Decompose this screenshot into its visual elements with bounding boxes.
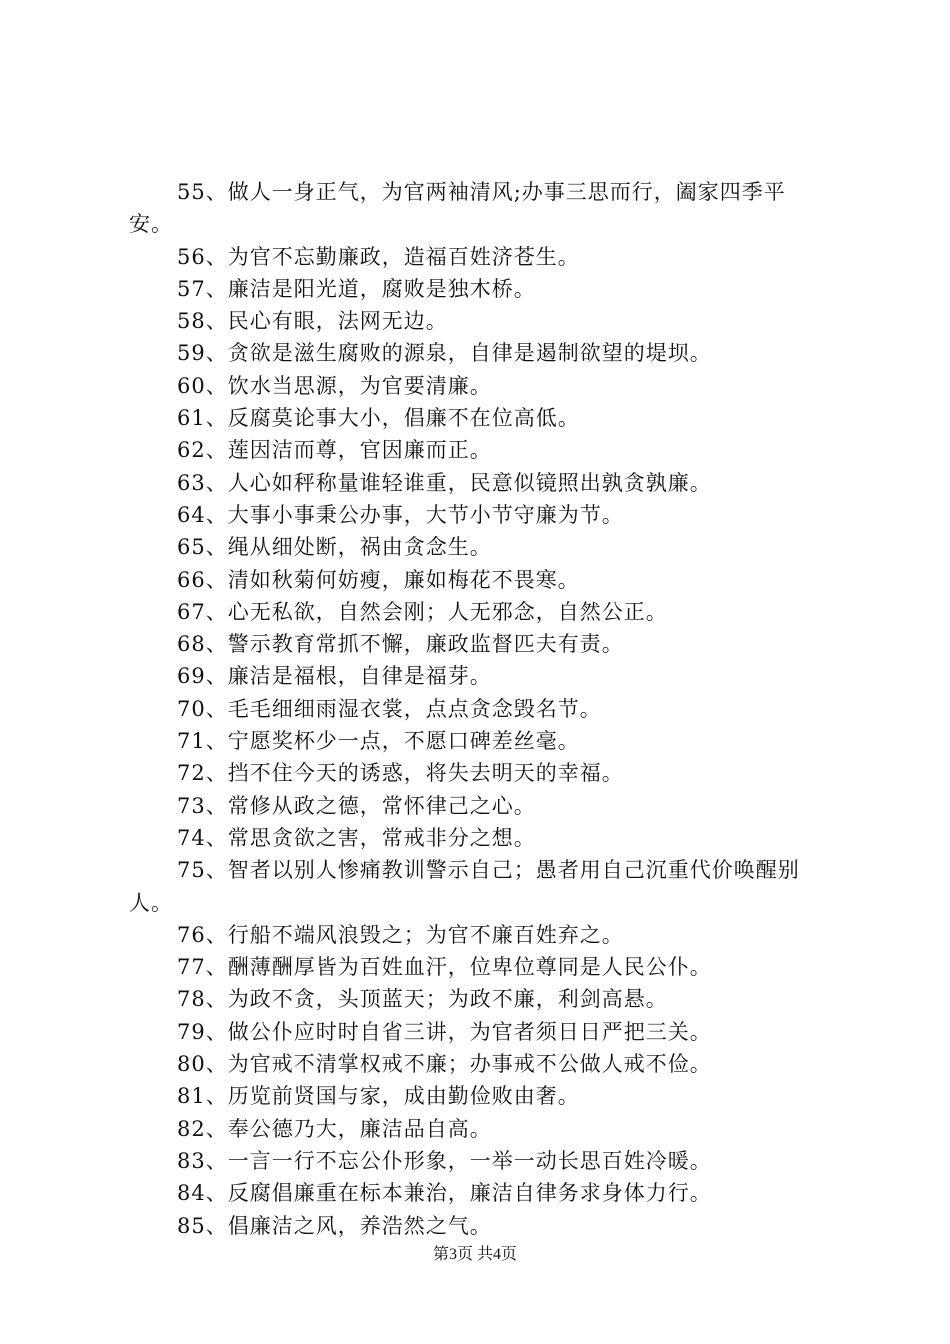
slogan-item: 55、做人一身正气，为官两袖清风;办事三思而行，阖家四季平安。 (129, 180, 786, 237)
slogan-item: 77、酬薄酬厚皆为百姓血汗，位卑位尊同是人民公仆。 (177, 955, 712, 980)
slogan-item: 79、做公仆应时时自省三讲，为官者须日日严把三关。 (177, 1019, 712, 1044)
slogan-item: 74、常思贪欲之害，常戒非分之想。 (177, 825, 536, 850)
slogan-item: 62、莲因洁而尊，官因廉而正。 (177, 438, 492, 463)
slogan-item: 66、清如秋菊何妨瘦，廉如梅花不畏寒。 (177, 567, 580, 592)
slogan-item: 60、饮水当思源，为官要清廉。 (177, 373, 492, 398)
page-number-footer: 第3页 共4页 (432, 1246, 517, 1263)
slogan-item: 58、民心有眼，法网无边。 (177, 309, 448, 334)
slogan-item: 85、倡廉洁之风，养浩然之气。 (177, 1213, 492, 1238)
slogan-item: 71、宁愿奖杯少一点，不愿口碑差丝毫。 (177, 729, 580, 754)
slogan-item: 76、行船不端风浪毁之；为官不廉百姓弃之。 (177, 922, 624, 947)
slogan-list (129, 176, 829, 1242)
slogan-item: 56、为官不忘勤廉政，造福百姓济苍生。 (177, 244, 580, 269)
slogan-item: 57、廉洁是阳光道，腐败是独木桥。 (177, 276, 536, 301)
slogan-item: 69、廉洁是福根，自律是福芽。 (177, 664, 492, 689)
slogan-item: 67、心无私欲，自然会刚；人无邪念，自然公正。 (177, 599, 668, 624)
slogan-item: 82、奉公德乃大，廉洁品自高。 (177, 1116, 492, 1141)
slogan-item: 78、为政不贪，头顶蓝天；为政不廉，利剑高悬。 (177, 987, 668, 1012)
slogan-item: 61、反腐莫论事大小，倡廉不在位高低。 (177, 406, 580, 431)
slogan-item: 81、历览前贤国与家，成由勤俭败由奢。 (177, 1084, 580, 1109)
slogan-item: 80、为官戒不清掌权戒不廉；办事戒不公做人戒不俭。 (177, 1052, 712, 1077)
slogan-item: 65、绳从细处断，祸由贪念生。 (177, 535, 492, 560)
slogan-item: 75、智者以别人惨痛教训警示自己；愚者用自己沉重代价唤醒别人。 (129, 858, 800, 915)
slogan-item: 59、贪欲是滋生腐败的源泉，自律是遏制欲望的堤坝。 (177, 341, 712, 366)
slogan-item: 84、反腐倡廉重在标本兼治，廉洁自律务求身体力行。 (177, 1181, 712, 1206)
slogan-item: 64、大事小事秉公办事，大节小节守廉为节。 (177, 502, 624, 527)
slogan-item: 68、警示教育常抓不懈，廉政监督匹夫有责。 (177, 632, 624, 657)
slogan-item: 70、毛毛细细雨湿衣裳，点点贪念毁名节。 (177, 696, 602, 721)
slogan-item: 72、挡不住今天的诱惑，将失去明天的幸福。 (177, 761, 624, 786)
slogan-item: 83、一言一行不忘公仆形象，一举一动长思百姓冷暖。 (177, 1148, 712, 1173)
slogan-item: 63、人心如秤称量谁轻谁重，民意似镜照出孰贪孰廉。 (177, 470, 712, 495)
slogan-item: 73、常修从政之德，常怀律己之心。 (177, 793, 536, 818)
